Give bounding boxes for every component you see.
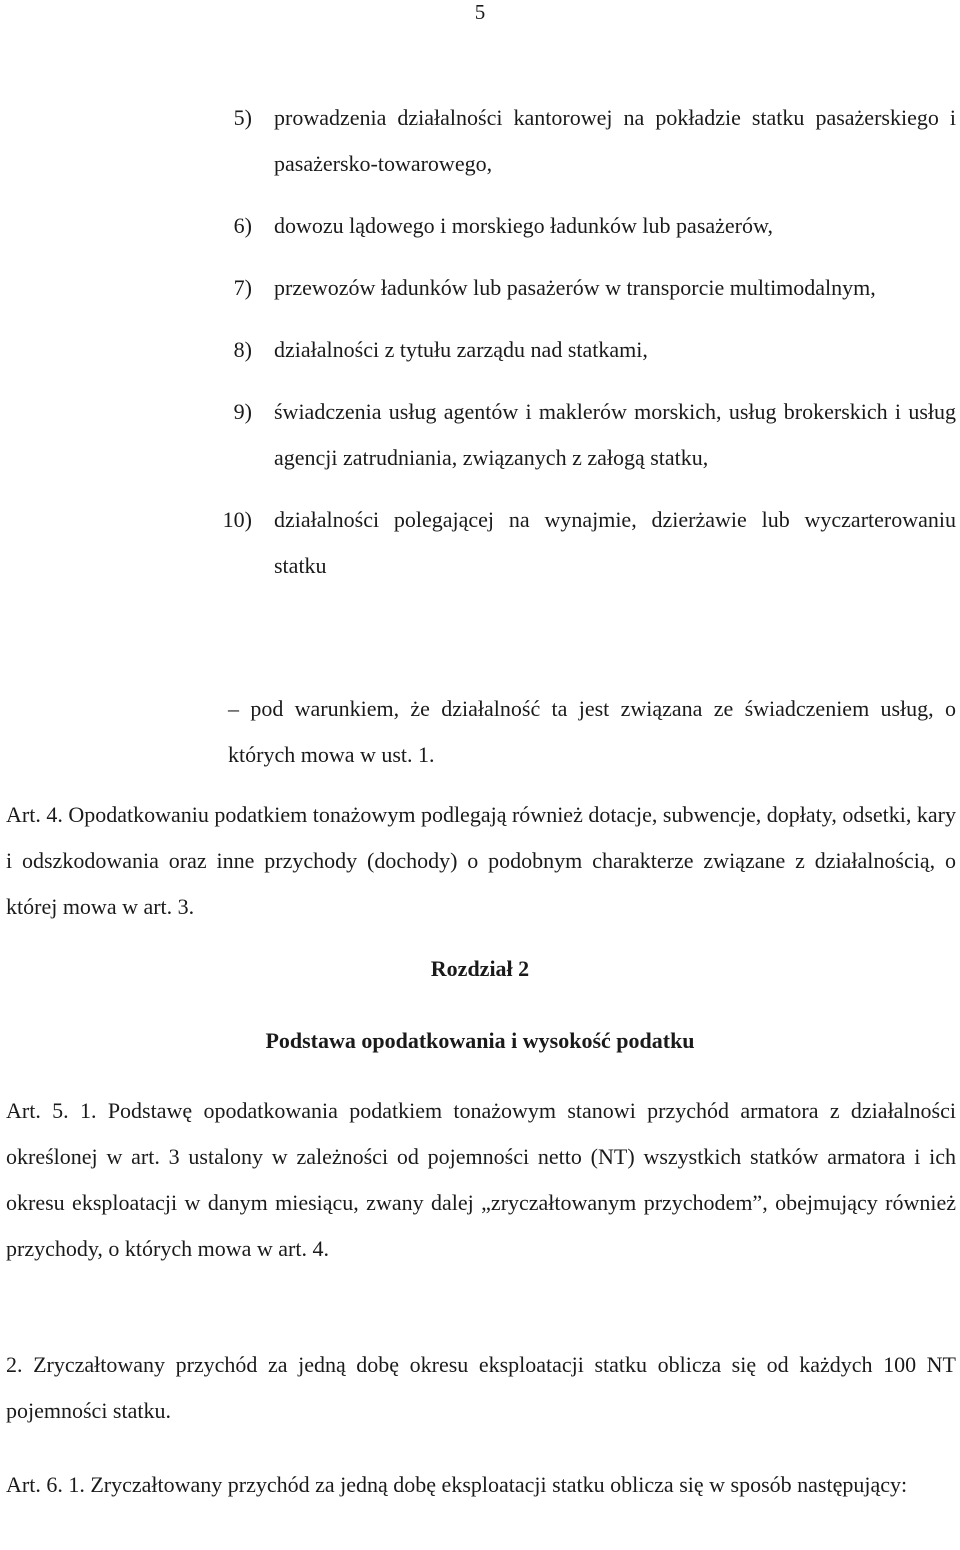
list-item-number: 6) <box>233 213 252 238</box>
article-5-paragraph-2: 2. Zryczałtowany przychód za jedną dobę okresu eksploatacji statku oblicza się od każdych 100 NT pojemności statku. <box>6 1352 956 1423</box>
list-item-number: 7) <box>233 275 252 300</box>
list-item-number: 9) <box>233 399 252 424</box>
activity-list <box>0 95 960 605</box>
list-item <box>0 203 960 249</box>
page-number: 5 <box>474 0 486 24</box>
article-6-paragraph-1: Art. 6. 1. Zryczałtowany przychód za jedną dobę eksploatacji statku oblicza się w sposób następujący: <box>6 1472 908 1497</box>
list-item <box>0 389 960 481</box>
list-item-number: 10) <box>222 507 252 532</box>
list-item-text: prowadzenia działalności kantorowej na pokładzie statku pasażerskiego i pasażersko-towarowego, <box>274 105 956 176</box>
list-item <box>0 95 960 187</box>
list-item-text: przewozów ładunków lub pasażerów w transporcie multimodalnym, <box>274 275 876 300</box>
list-item-text: działalności polegającej na wynajmie, dzierżawie lub wyczarterowaniu statku <box>274 507 956 578</box>
list-item <box>0 265 960 311</box>
condition-clause: – pod warunkiem, że działalność ta jest związana ze świadczeniem usług, o których mowa w ust. 1. <box>228 696 956 767</box>
list-item <box>0 327 960 373</box>
chapter-title: Podstawa opodatkowania i wysokość podatku <box>265 1028 695 1053</box>
list-item <box>0 497 960 589</box>
article-4: Art. 4. Opodatkowaniu podatkiem tonażowym podlegają również dotacje, subwencje, dopłaty, odsetki, kary i odszkodowania oraz inne przychody (dochody) o podobnym charakterze związane z działalnością, o której mowa w art. 3. <box>6 802 956 919</box>
list-item-text: świadczenia usług agentów i maklerów morskich, usług brokerskich i usług agencji zatrudniania, związanych z załogą statku, <box>274 399 956 470</box>
list-item-number: 8) <box>233 337 252 362</box>
list-item-text: dowozu lądowego i morskiego ładunków lub pasażerów, <box>274 213 773 238</box>
article-5-paragraph-1: Art. 5. 1. Podstawę opodatkowania podatkiem tonażowym stanowi przychód armatora z działalności określonej w art. 3 ustalony w zależności od pojemności netto (NT) wszystkich statków armatora i ich okresu eksploatacji w danym miesiącu, zwany dalej „zryczałtowanym przychodem”, obejmujący również przychody, o których mowa w art. 4. <box>6 1098 956 1261</box>
list-item-text: działalności z tytułu zarządu nad statkami, <box>274 337 648 362</box>
list-item-number: 5) <box>233 105 252 130</box>
chapter-heading: Rozdział 2 <box>430 956 530 981</box>
